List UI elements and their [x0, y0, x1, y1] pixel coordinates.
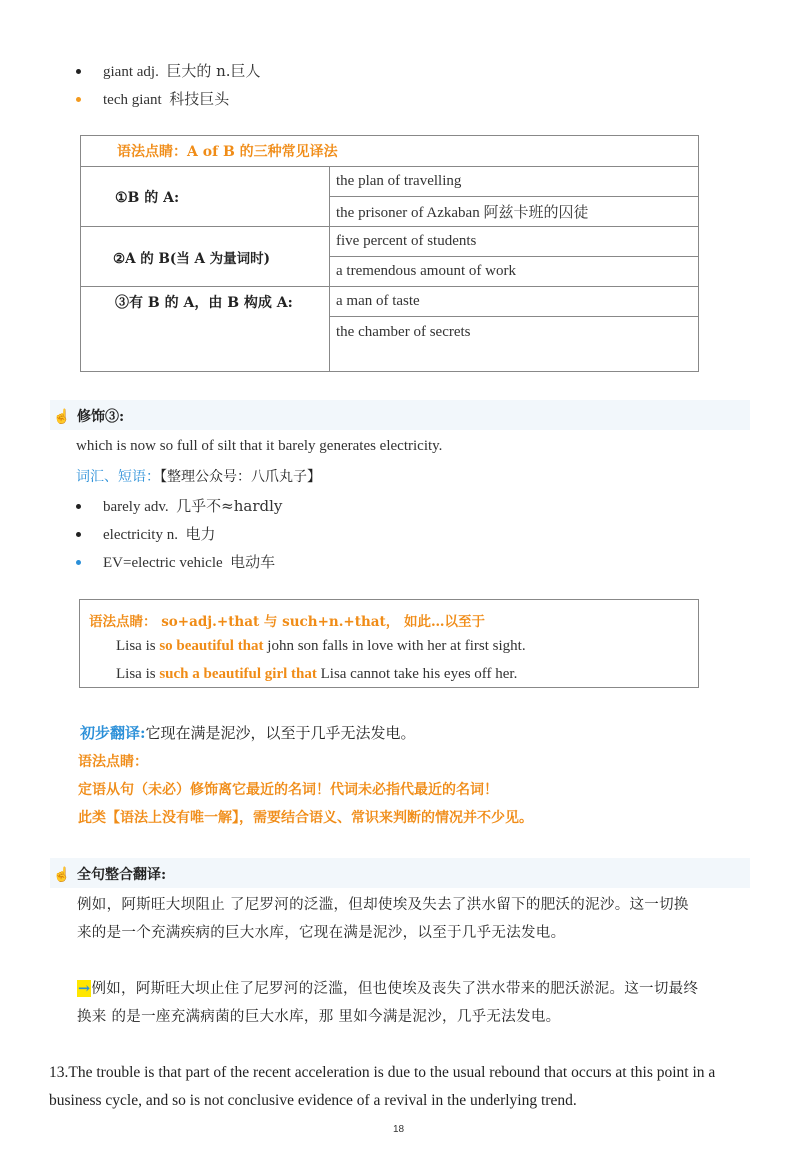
bullet-en: barely adv.	[103, 499, 169, 515]
bullet-en: giant adj.	[103, 64, 159, 80]
table-heading: 语法点睛：A of B 的三种常见译法	[81, 136, 699, 167]
example-highlight: such a beautiful girl that	[159, 666, 317, 682]
section-band	[50, 400, 750, 430]
bullet-cn: 巨大的 n.巨人	[166, 62, 261, 80]
prelim-grammar-line-2: 此类【语法上没有唯一解】，需要结合语义、常识来判断的情况并不少见。	[78, 810, 533, 826]
table-label-1: ①B 的 A:	[81, 167, 330, 227]
prelim-text: 它现在满是泥沙，以至于几乎无法发电。	[145, 724, 416, 742]
full-para-1-line-1: 例如，阿斯旺大坝阻止 了尼罗河的泛滥，但却使埃及失去了洪水留下的肥沃的泥沙。这一切换	[77, 897, 689, 913]
full-title-text: 全句整合翻译:	[77, 867, 167, 883]
table-example: five percent of students	[330, 227, 699, 257]
example-text: Lisa is	[116, 666, 160, 682]
bullet-en: electricity n.	[103, 527, 178, 543]
table-label-2: ②A 的 B(当 A 为量词时)	[81, 227, 330, 287]
bullet-electricity	[76, 523, 215, 544]
arrow-right-icon: →	[78, 980, 91, 997]
table-example: a tremendous amount of work	[330, 257, 699, 287]
prelim-label: 初步翻译:	[80, 724, 146, 742]
table-label-3: ③有 B 的 A，由 B 构成 A:	[81, 287, 330, 372]
page-number: 18	[393, 1124, 405, 1135]
box-heading: 语法点睛： so+adj.+that 与 such+n.+that， 如此…以至于	[89, 614, 485, 630]
hand-pointer-icon: ☝	[53, 867, 71, 883]
full-para-2-line-2: 换来 的是一座充满病菌的巨大水库，那 里如今满是泥沙，几乎无法发电。	[77, 1009, 561, 1025]
bullet-dot	[76, 69, 81, 74]
modifier-title	[53, 406, 124, 426]
bullet-en: EV=electric vehicle	[103, 555, 223, 571]
full-title	[53, 864, 166, 884]
example-line-2	[116, 666, 517, 683]
full-para-2-text: 例如，阿斯旺大坝止住了尼罗河的泛滥，但也使埃及丧失了洪水带来的肥沃淤泥。这一切最终	[91, 981, 699, 997]
table-example: the chamber of secrets	[330, 317, 699, 372]
bullet-dot	[76, 532, 81, 537]
bullet-giant	[76, 60, 261, 81]
bullet-cn: 几乎不≈hardly	[176, 497, 283, 515]
q13-line-1: 13.The trouble is that part of the recent acceleration is due to the usual rebound that occurs at this point in a	[49, 1064, 716, 1081]
bullet-cn: 科技巨头	[169, 90, 230, 108]
bullet-dot	[76, 97, 81, 102]
example-line-1	[116, 638, 526, 655]
modifier-title-text: 修饰③:	[77, 409, 125, 425]
vocab-line	[76, 466, 321, 486]
table-example: the plan of travelling	[330, 167, 699, 197]
bullet-tech-giant	[76, 88, 229, 109]
bullet-dot	[76, 504, 81, 509]
table-example: the prisoner of Azkaban 阿兹卡班的囚徒	[330, 197, 699, 227]
example-highlight: so beautiful that	[159, 638, 264, 654]
vocab-note: 【整理公众号：八爪丸子】	[160, 469, 321, 485]
vocab-label: 词汇、短语：	[76, 469, 160, 485]
hand-pointer-icon: ☝	[53, 409, 71, 425]
bullet-barely	[76, 495, 282, 516]
grammar-table-a-of-b	[80, 135, 699, 372]
bullet-en: tech giant	[103, 92, 162, 108]
example-text: john son falls in love with her at first sight.	[263, 638, 526, 654]
bullet-ev	[76, 551, 275, 572]
grammar-box-so-such	[79, 599, 699, 688]
prelim-translation	[80, 722, 416, 743]
bullet-dot	[76, 560, 81, 565]
table-example: a man of taste	[330, 287, 699, 317]
bullet-cn: 电力	[185, 525, 216, 543]
example-text: Lisa is	[116, 638, 160, 654]
q13-line-2: business cycle, and so is not conclusive evidence of a revival in the underlying trend.	[49, 1092, 577, 1109]
full-para-1-line-2: 来的是一个充满疾病的巨大水库，它现在满是泥沙，以至于几乎无法发电。	[77, 925, 566, 941]
modifier-sentence: which is now so full of silt that it barely generates electricity.	[76, 438, 443, 454]
prelim-grammar-label: 语法点睛：	[78, 754, 148, 770]
bullet-cn: 电动车	[230, 553, 276, 571]
prelim-grammar-line-1: 定语从句（未必）修饰离它最近的名词！代词未必指代最近的名词！	[78, 782, 498, 798]
example-text: Lisa cannot take his eyes off her.	[316, 666, 518, 682]
full-para-2-line-1	[77, 977, 698, 998]
